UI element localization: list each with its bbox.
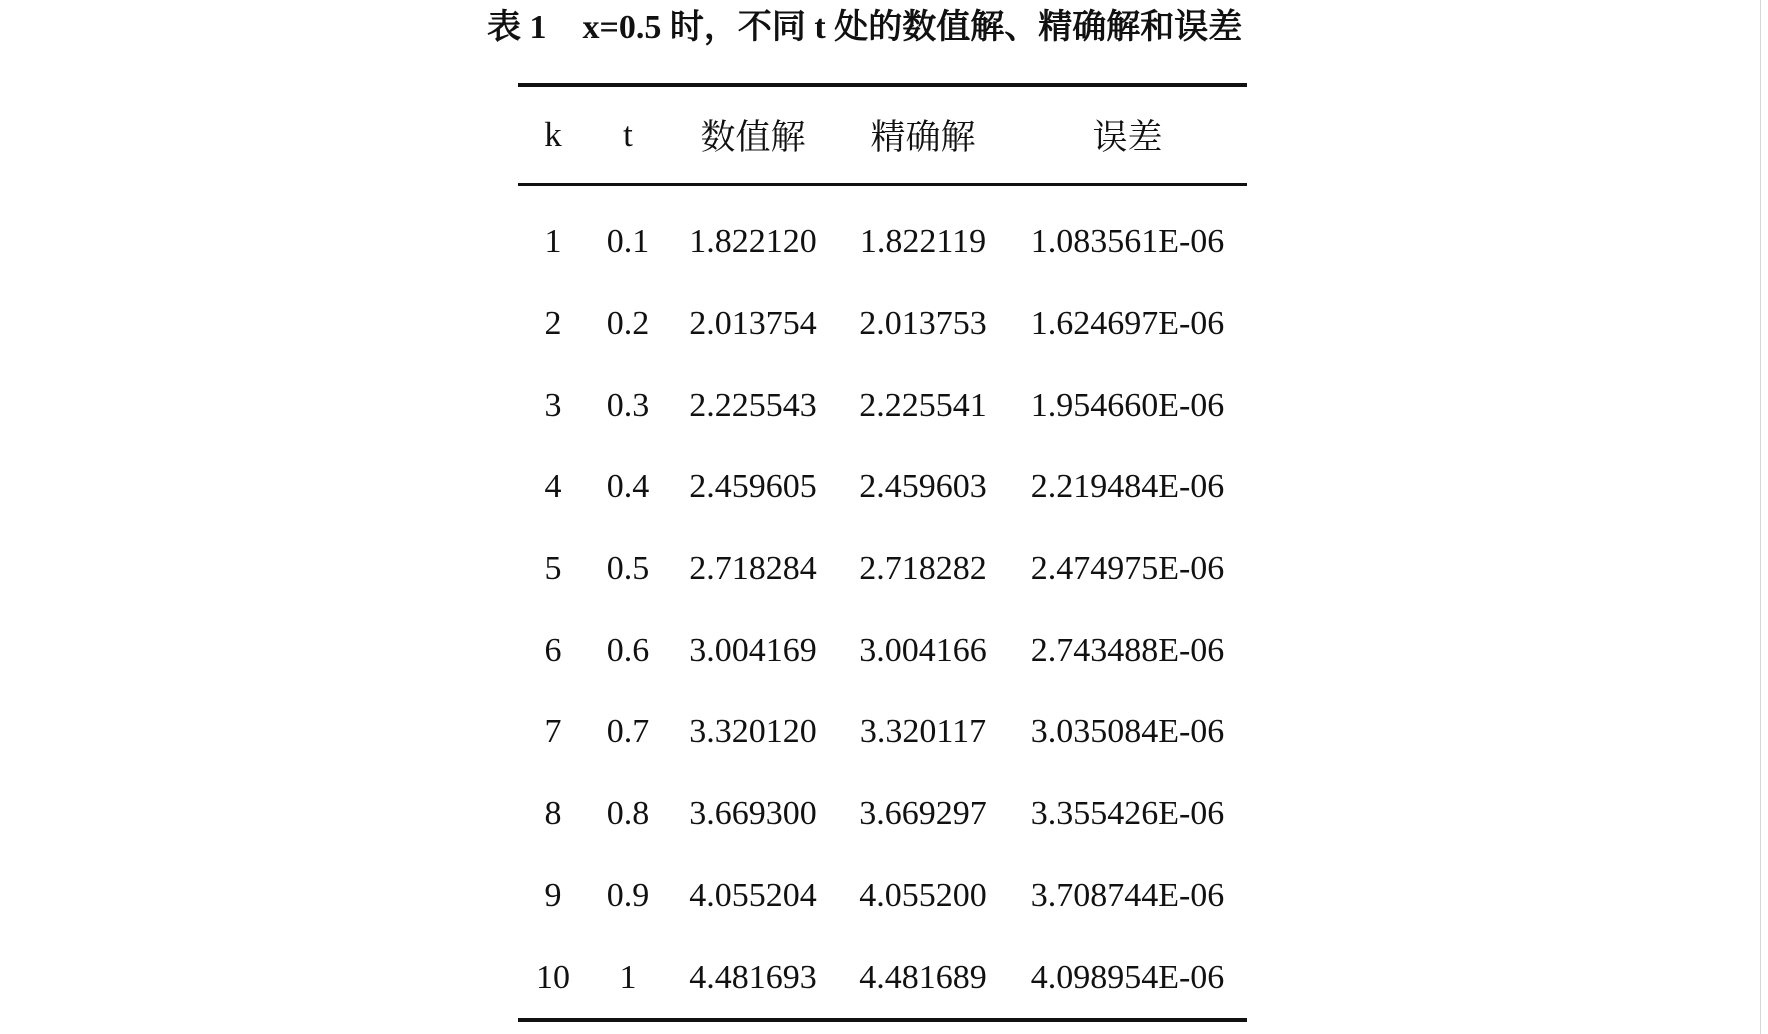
table-row bbox=[518, 937, 1247, 1021]
cell-t: 0.6 bbox=[606, 631, 650, 669]
cell-t: 0.9 bbox=[606, 876, 650, 914]
cell-k: 2 bbox=[544, 305, 562, 343]
cell-t: 0.2 bbox=[606, 305, 650, 343]
cell-k: 1 bbox=[544, 223, 562, 261]
table-row bbox=[518, 692, 1247, 774]
cell-k: 4 bbox=[544, 468, 562, 506]
cell-k: 5 bbox=[544, 550, 562, 588]
column-header-exact: 精确解 bbox=[838, 85, 1008, 184]
cell-t: 1 bbox=[588, 937, 668, 1021]
cell-k: 9 bbox=[544, 876, 562, 914]
caption-label: 表 1 bbox=[487, 9, 547, 46]
results-table-container bbox=[518, 83, 1247, 1022]
cell-error: 2.219484E-06 bbox=[1030, 468, 1225, 506]
results-table bbox=[518, 83, 1247, 1022]
cell-t: 0.7 bbox=[606, 713, 650, 751]
page-edge-rule bbox=[1760, 0, 1761, 1034]
cell-error: 3.355426E-06 bbox=[1030, 795, 1225, 833]
cell-exact: 3.320117 bbox=[859, 713, 987, 751]
table-row bbox=[518, 773, 1247, 855]
cell-error: 1.954660E-06 bbox=[1030, 386, 1225, 424]
cell-t: 0.8 bbox=[606, 795, 650, 833]
cell-exact: 1.822119 bbox=[859, 223, 987, 261]
table-row bbox=[518, 528, 1247, 610]
cell-k: 7 bbox=[544, 713, 562, 751]
column-header-k: k bbox=[518, 85, 588, 184]
table-body bbox=[518, 184, 1247, 1020]
cell-numerical: 2.013754 bbox=[689, 305, 817, 343]
cell-exact: 2.459603 bbox=[859, 468, 987, 506]
cell-exact: 4.055200 bbox=[859, 876, 987, 914]
cell-error: 4.098954E-06 bbox=[1008, 937, 1247, 1021]
header-row bbox=[518, 85, 1247, 184]
cell-exact: 2.718282 bbox=[859, 550, 987, 588]
table-header bbox=[518, 85, 1247, 184]
cell-numerical: 4.055204 bbox=[689, 876, 817, 914]
cell-k: 3 bbox=[544, 386, 562, 424]
table-row bbox=[518, 447, 1247, 529]
cell-exact: 3.004166 bbox=[859, 631, 987, 669]
cell-exact: 2.013753 bbox=[859, 305, 987, 343]
cell-numerical: 2.718284 bbox=[689, 550, 817, 588]
cell-error: 1.083561E-06 bbox=[1030, 223, 1225, 261]
column-header-t: t bbox=[588, 85, 668, 184]
cell-error: 3.035084E-06 bbox=[1030, 713, 1225, 751]
column-header-error: 误差 bbox=[1008, 85, 1247, 184]
column-header-numerical: 数值解 bbox=[668, 85, 838, 184]
cell-t: 0.3 bbox=[606, 386, 650, 424]
cell-exact: 3.669297 bbox=[859, 795, 987, 833]
cell-exact: 2.225541 bbox=[859, 386, 987, 424]
cell-exact: 4.481689 bbox=[838, 937, 1008, 1021]
cell-k: 10 bbox=[518, 937, 588, 1021]
cell-numerical: 3.004169 bbox=[689, 631, 817, 669]
table-row bbox=[518, 855, 1247, 937]
cell-numerical: 2.225543 bbox=[689, 386, 817, 424]
cell-error: 2.743488E-06 bbox=[1030, 631, 1225, 669]
cell-k: 6 bbox=[544, 631, 562, 669]
cell-numerical: 3.669300 bbox=[689, 795, 817, 833]
table-row bbox=[518, 365, 1247, 447]
cell-t: 0.5 bbox=[606, 550, 650, 588]
cell-numerical: 3.320120 bbox=[689, 713, 817, 751]
cell-error: 2.474975E-06 bbox=[1030, 550, 1225, 588]
cell-k: 8 bbox=[544, 795, 562, 833]
caption-text: x=0.5 时，不同 t 处的数值解、精确解和误差 bbox=[582, 9, 1243, 46]
cell-error: 3.708744E-06 bbox=[1030, 876, 1225, 914]
cell-numerical: 4.481693 bbox=[668, 937, 838, 1021]
table-row bbox=[518, 283, 1247, 365]
cell-numerical: 1.822120 bbox=[689, 223, 817, 261]
cell-numerical: 2.459605 bbox=[689, 468, 817, 506]
table-row bbox=[518, 610, 1247, 692]
table-row bbox=[518, 184, 1247, 283]
cell-t: 0.1 bbox=[606, 223, 650, 261]
table-caption bbox=[487, 0, 1242, 56]
cell-error: 1.624697E-06 bbox=[1030, 305, 1225, 343]
cell-t: 0.4 bbox=[606, 468, 650, 506]
